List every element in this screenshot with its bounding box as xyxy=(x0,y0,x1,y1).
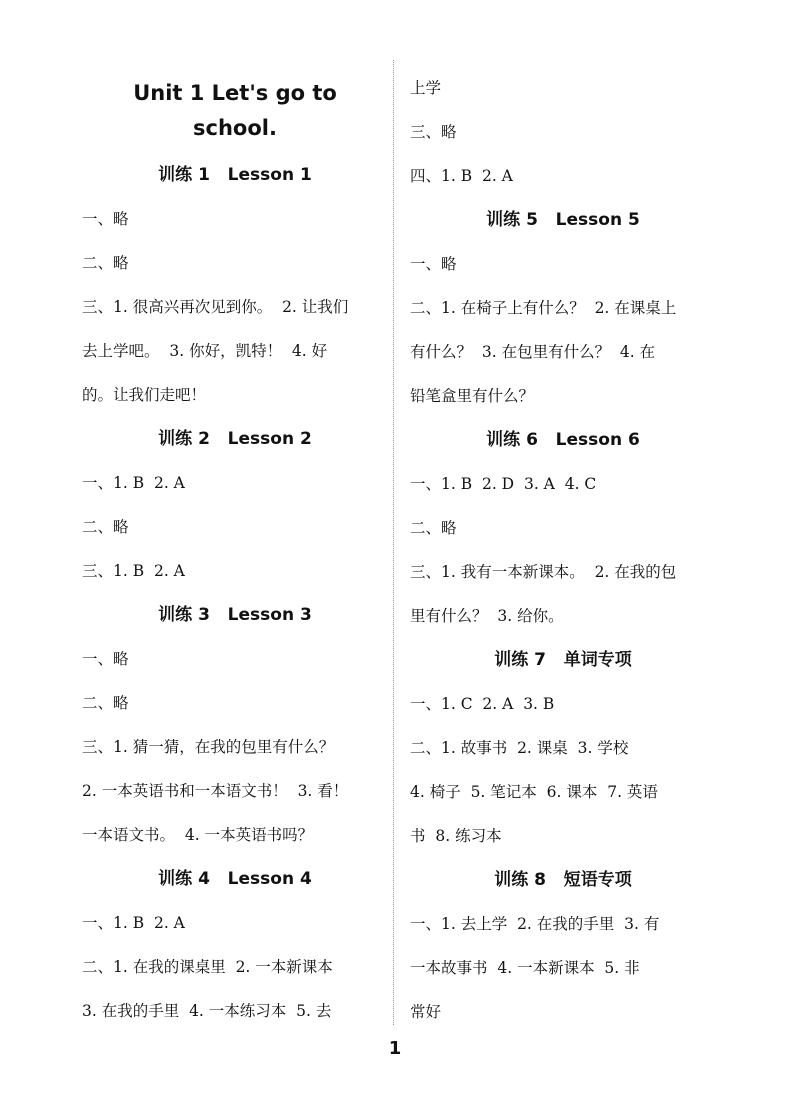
answer-line: 去上学吧。 3. 你好，凯特！ 4. 好 xyxy=(82,342,328,360)
page-number: 1 xyxy=(388,1038,402,1059)
answer-line: 二、略 xyxy=(82,694,129,712)
section-heading: 训练 8 短语专项 xyxy=(494,870,632,890)
column-divider xyxy=(393,60,394,1025)
answer-line: 三、1. 我有一本新课本。 2. 在我的包 xyxy=(410,563,677,581)
answer-line: 铅笔盒里有什么？ xyxy=(410,387,535,405)
answer-line: 一本语文书。 4. 一本英语书吗？ xyxy=(82,826,314,844)
section-heading: 训练 1 Lesson 1 xyxy=(158,165,312,185)
answer-line: 三、略 xyxy=(410,123,457,141)
answer-line: 的。让我们走吧！ xyxy=(82,386,207,404)
answer-line: 一、1. B 2. D 3. A 4. C xyxy=(410,475,597,493)
section-heading: 训练 3 Lesson 3 xyxy=(158,605,312,625)
answer-line: 里有什么？ 3. 给你。 xyxy=(410,607,564,625)
section-heading: 训练 6 Lesson 6 xyxy=(486,430,640,450)
answer-line: 二、1. 在我的课桌里 2. 一本新课本 xyxy=(82,958,333,976)
answer-line: 3. 在我的手里 4. 一本练习本 5. 去 xyxy=(82,1002,332,1020)
answer-line: 常好 xyxy=(410,1003,442,1021)
answer-line: 有什么？ 3. 在包里有什么？ 4. 在 xyxy=(410,343,656,361)
unit-title-line-2: school. xyxy=(193,116,277,140)
answer-line: 一、略 xyxy=(82,210,129,228)
answer-line: 上学 xyxy=(410,79,442,97)
section-heading: 训练 7 单词专项 xyxy=(494,650,632,670)
answer-line: 一、略 xyxy=(410,255,457,273)
answer-line: 三、1. B 2. A xyxy=(82,562,185,580)
answer-line: 四、1. B 2. A xyxy=(410,167,513,185)
answer-line: 2. 一本英语书和一本语文书！ 3. 看！ xyxy=(82,782,349,800)
section-heading: 训练 2 Lesson 2 xyxy=(158,429,312,449)
answer-line: 二、略 xyxy=(82,254,129,272)
answer-line: 一、1. C 2. A 3. B xyxy=(410,695,555,713)
answer-line: 三、1. 猜一猜，在我的包里有什么？ xyxy=(82,738,335,756)
unit-title-line-1: Unit 1 Let's go to xyxy=(133,81,337,105)
answer-line: 二、略 xyxy=(82,518,129,536)
answer-line: 书 8. 练习本 xyxy=(410,827,502,845)
answer-line: 一、略 xyxy=(82,650,129,668)
answer-line: 二、1. 在椅子上有什么？ 2. 在课桌上 xyxy=(410,299,677,317)
answer-line: 一、1. B 2. A xyxy=(82,914,185,932)
answer-line: 一、1. 去上学 2. 在我的手里 3. 有 xyxy=(410,915,660,933)
section-heading: 训练 4 Lesson 4 xyxy=(158,869,312,889)
answer-line: 二、略 xyxy=(410,519,457,537)
answer-line: 4. 椅子 5. 笔记本 6. 课本 7. 英语 xyxy=(410,783,658,801)
answer-line: 一、1. B 2. A xyxy=(82,474,185,492)
answer-line: 三、1. 很高兴再次见到你。 2. 让我们 xyxy=(82,298,349,316)
section-heading: 训练 5 Lesson 5 xyxy=(486,210,640,230)
answer-line: 一本故事书 4. 一本新课本 5. 非 xyxy=(410,959,640,977)
answer-line: 二、1. 故事书 2. 课桌 3. 学校 xyxy=(410,739,629,757)
